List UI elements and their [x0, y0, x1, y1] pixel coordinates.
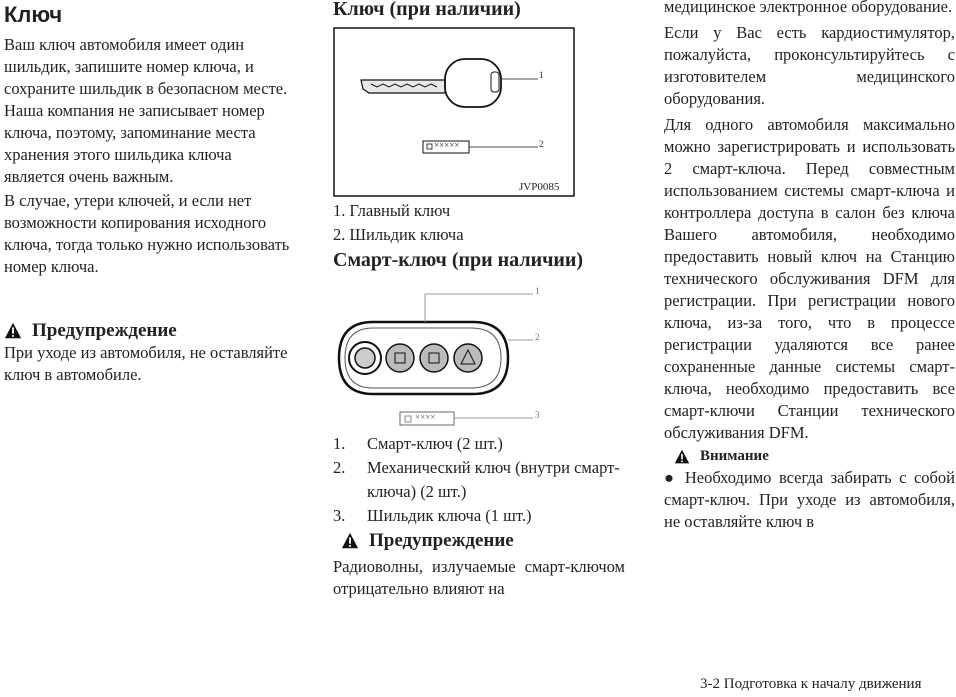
caution-text: ● Необходимо всегда забирать с собой смарт-ключ. При уходе из автомобиля, не оставляйте ключ в [664, 468, 955, 531]
figure2-callout-1: 1 [535, 286, 540, 296]
warning-heading [4, 320, 294, 342]
list-item: 1. Смарт-ключ (2 шт.) [333, 434, 503, 453]
warning-text: При уходе из автомобиля, не оставляйте ключ в автомобиле. [4, 343, 288, 384]
list-item: 2. Механический ключ (внутри смарт-ключа) (2 шт.) [333, 458, 620, 501]
warning-icon [674, 449, 690, 465]
left-column [4, 0, 294, 386]
key-intro-paragraph: Ваш ключ автомобиля имеет один шильдик, запишите номер ключа, и сохраните шильдик в безопасном месте. Наша компания не записывает номер ключа, поэтому, запоминание места хранения этого шильдика ключа является очень важным. [4, 35, 288, 186]
smart-key-parts-list [333, 432, 625, 528]
registration-paragraph: Для одного автомобиля максимально можно зарегистрировать и использовать 2 смарт-ключа. Перед совместным использованием системы смарт-ключа и контроллера доступа в салон без ключа Вашего автомобиля, необходимо предоставить новый ключ на Станцию технического обслуживания DFM для регистрации. При регистрации нового ключа, из-за того, что в процессе регистрации удаляются все ранее сохраненные данные системы смарт-ключа, необходимо предоставить все смарт-ключи Станции технического обслуживания DFM. [664, 115, 955, 442]
warning-title: Предупреждение [369, 530, 514, 551]
warning-title: Предупреждение [32, 320, 177, 341]
smart-key-heading: Смарт-ключ (при наличии) [333, 249, 584, 271]
list-item: 2. Шильдик ключа [333, 225, 464, 244]
page-footer: 3-2 Подготовка к началу движения [700, 676, 922, 692]
figure1-callout-2: 2 [539, 139, 544, 149]
middle-column [333, 0, 625, 600]
key-lost-paragraph: В случае, утери ключей, и если нет возможности копирования исходного ключа, тогда только нужно использовать номер ключа. [4, 191, 290, 276]
smart-key-figure [333, 278, 573, 438]
section-title: Ключ [4, 2, 63, 27]
figure2-callout-3: 3 [535, 410, 540, 420]
warning-icon [341, 532, 359, 550]
key-heading: Ключ (при наличии) [333, 0, 521, 20]
figure1-tag-text: ××××× [434, 140, 460, 150]
warning-text: Радиоволны, излучаемые смарт-ключом отрицательно влияют на [333, 557, 625, 598]
pacemaker-paragraph: Если у Вас есть кардиостимулятор, пожалуйста, проконсультируйтесь с изготовителем медицинского оборудования. [664, 23, 955, 108]
list-item: 1. Главный ключ [333, 201, 451, 220]
figure1-callout-1: 1 [539, 70, 544, 80]
figure2-tag-text: ×××× [415, 412, 436, 422]
figure2-callout-2: 2 [535, 332, 540, 342]
continued-paragraph: медицинское электронное оборудование. [664, 0, 953, 16]
caution-heading [664, 448, 955, 465]
list-item: 3. Шильдик ключа (1 шт.) [333, 506, 532, 525]
warning-icon [4, 322, 22, 340]
key-parts-list [333, 199, 625, 247]
key-figure [333, 27, 575, 197]
key-illustration [333, 27, 575, 197]
warning-heading [333, 530, 625, 552]
right-column [664, 0, 955, 533]
figure-id: JVP0085 [519, 181, 560, 193]
caution-title: Внимание [700, 448, 769, 464]
